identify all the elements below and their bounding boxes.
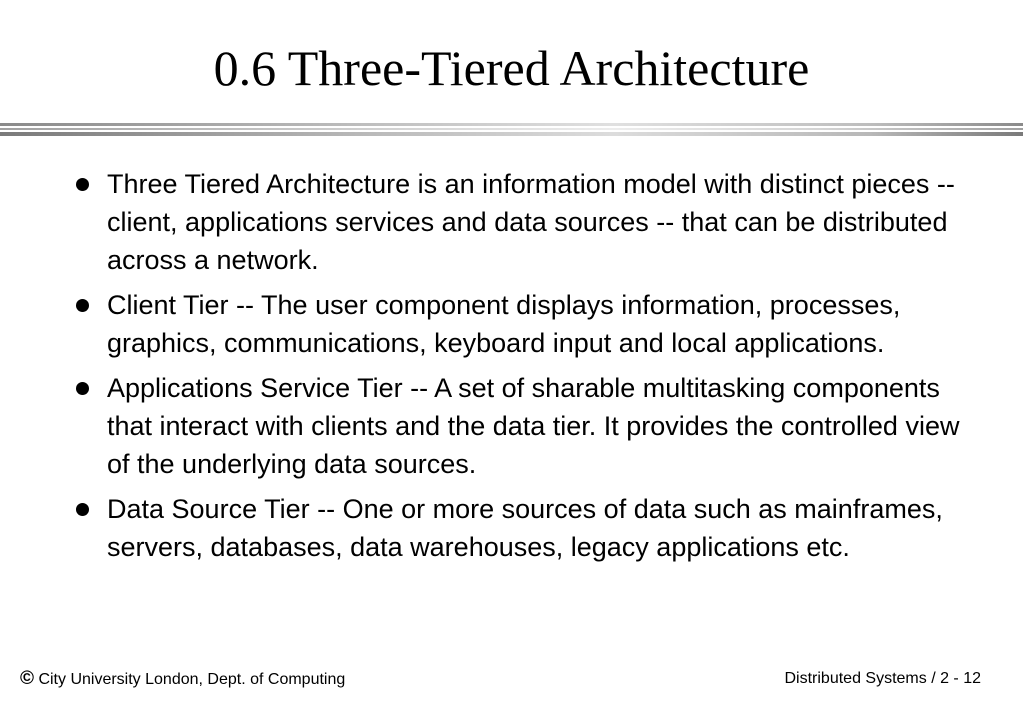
title-divider-bottom (0, 132, 1023, 136)
copyright-icon: © (20, 668, 34, 689)
bullet-text: Data Source Tier -- One or more sources of data such as mainframes, servers, databases, data warehouses, legacy applications etc. (107, 494, 943, 562)
footer-page-info: Distributed Systems / 2 - 12 (784, 670, 981, 687)
bullet-item-data-source-tier (107, 490, 987, 566)
title-divider-top (0, 123, 1023, 126)
bullet-item-client-tier (107, 286, 987, 362)
bullet-text: Applications Service Tier -- A set of sharable multitasking components that interact with clients and the data tier. It provides the controlled view of the underlying data sources. (107, 373, 960, 479)
bullet-text: Client Tier -- The user component displays information, processes, graphics, communications, keyboard input and local applications. (107, 290, 901, 358)
footer-copyright (20, 668, 345, 691)
bullet-list (107, 165, 987, 573)
bullet-item-overview (107, 165, 987, 279)
footer-institution: City University London, Dept. of Computing (34, 671, 346, 688)
bullet-dot-icon (76, 503, 89, 516)
title-divider-middle (0, 128, 1023, 130)
bullet-text: Three Tiered Architecture is an information model with distinct pieces -- client, applications services and data sources -- that can be distributed across a network. (107, 169, 955, 275)
bullet-item-applications-service-tier (107, 369, 987, 483)
bullet-dot-icon (76, 382, 89, 395)
bullet-dot-icon (76, 178, 89, 191)
slide-title: 0.6 Three-Tiered Architecture (213, 40, 810, 96)
bullet-dot-icon (76, 299, 89, 312)
